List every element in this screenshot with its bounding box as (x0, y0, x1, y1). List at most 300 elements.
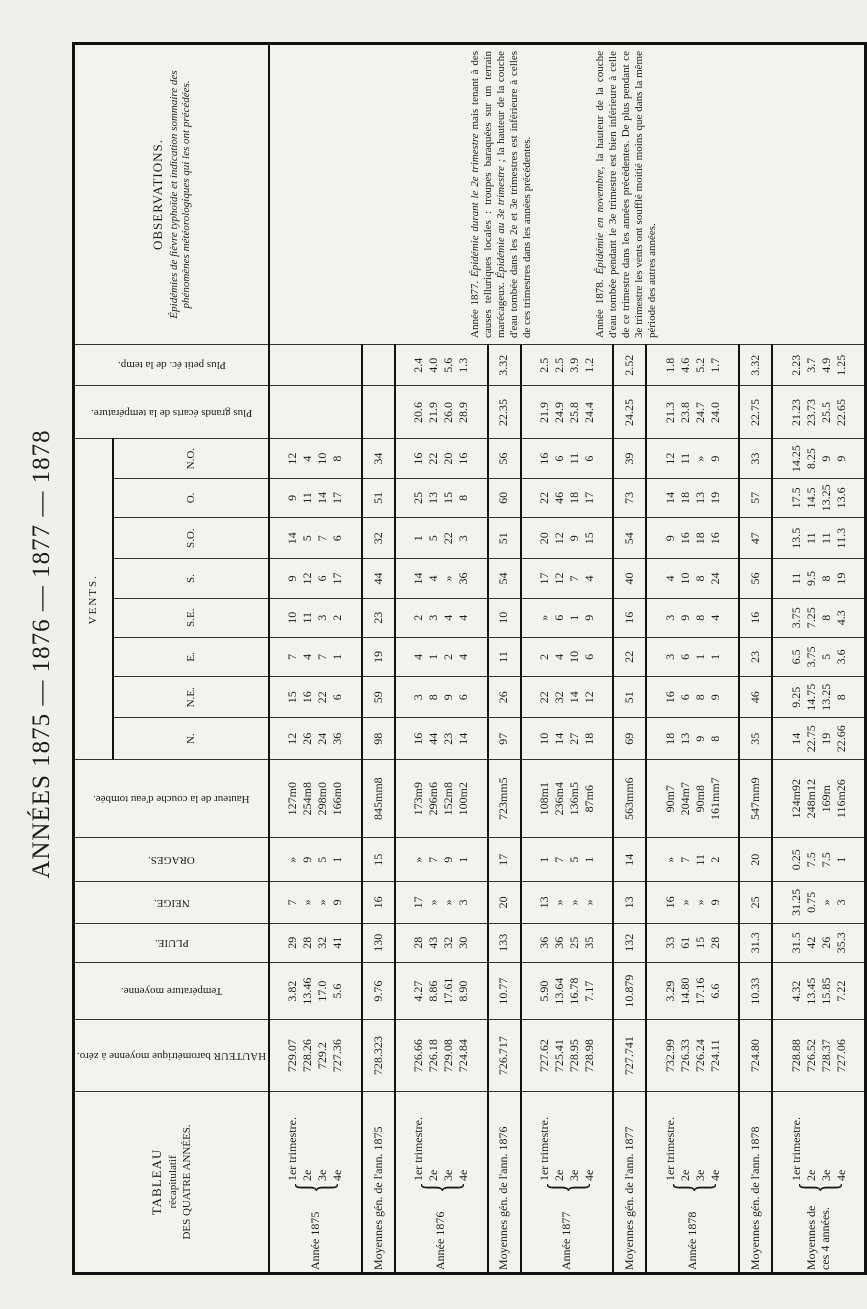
header-pluie (74, 923, 270, 962)
wind-dir-header: S.O. (113, 517, 269, 558)
data-cell (521, 962, 614, 1020)
cell-value: 41 (330, 936, 345, 949)
cell-value: 7 (677, 856, 692, 863)
cell-value: 169m (818, 784, 833, 813)
cell-value: 14 (566, 691, 581, 704)
cell-value: 46 (551, 491, 566, 504)
data-cell (395, 677, 488, 718)
year-label-wrap (663, 1094, 723, 1270)
cell-value: 9 (330, 899, 345, 906)
data-cell (521, 559, 614, 598)
cell-value: 3.29 (662, 980, 677, 1002)
cell-value: 5.2 (692, 357, 707, 373)
cell-value: 17 (581, 491, 596, 504)
data-cell: 723mm5 (488, 759, 521, 837)
cell-value: 33 (662, 936, 677, 949)
data-cell (395, 718, 488, 759)
cell-value: 15.85 (818, 977, 833, 1005)
data-cell (646, 386, 739, 439)
cell-value: 727.36 (330, 1039, 345, 1073)
data-cell (646, 718, 739, 759)
cell-value: 7 (566, 575, 581, 582)
data-cell (772, 439, 865, 478)
cell-value: 15 (285, 691, 300, 704)
cell-value: 7 (285, 899, 300, 906)
wind-dir-header: S.E. (113, 598, 269, 637)
cell-value: 2.4 (411, 357, 426, 373)
cell-value: » (818, 899, 833, 906)
header-tableau-label: TABLEAU (148, 1148, 164, 1216)
cell-value: 13.46 (300, 977, 315, 1005)
data-cell: 10.879 (613, 962, 646, 1020)
cell-value: 30 (456, 936, 471, 949)
quarter-label: 4e (833, 1169, 848, 1182)
data-cell (362, 386, 395, 439)
data-cell (772, 1020, 865, 1091)
cell-value: 22 (426, 452, 441, 465)
cell-value: 3 (456, 899, 471, 906)
data-cell: 46 (739, 677, 772, 718)
cell-value: 2 (411, 614, 426, 621)
cell-value: 5 (426, 535, 441, 542)
obs-text: mais tenant à des causes telluriques locales : troupes baraquées sur un terrain marécageux. (469, 51, 508, 338)
observations-text (269, 44, 866, 345)
data-cell (646, 838, 739, 882)
cell-value: 31.25 (788, 888, 803, 916)
cell-value: 732.99 (662, 1039, 677, 1073)
quarter-label: 1er trimestre. (536, 1117, 551, 1182)
cell-value: 728.88 (788, 1039, 803, 1073)
year-label-cell (646, 1091, 739, 1273)
average-label: Moyennes gén. de l'ann. 1877 (613, 1091, 646, 1273)
data-cell (772, 677, 865, 718)
data-cell: 727.741 (613, 1020, 646, 1091)
quarter-label: 3e (692, 1169, 707, 1182)
data-cell (269, 882, 362, 923)
data-cell (772, 386, 865, 439)
cell-value: 7 (315, 535, 330, 542)
data-cell (521, 637, 614, 676)
year-label-wrap (789, 1094, 849, 1270)
year-label-wrap (537, 1094, 597, 1270)
data-cell (646, 559, 739, 598)
cell-value: 12 (285, 732, 300, 745)
cell-value: 5 (818, 653, 833, 660)
cell-value: 17 (330, 572, 345, 585)
cell-value: 26 (300, 732, 315, 745)
cell-value: 27 (566, 732, 581, 745)
cell-value: 10 (566, 650, 581, 663)
cell-value: 13.25 (818, 683, 833, 711)
data-cell (646, 923, 739, 962)
cell-value: 13 (692, 491, 707, 504)
data-cell (521, 345, 614, 386)
quarter-group-row (269, 44, 362, 1274)
cell-value: 12 (662, 452, 677, 465)
quarter-label: 2e (551, 1169, 566, 1182)
cell-value: 204m7 (677, 781, 692, 816)
cell-value: 13 (426, 491, 441, 504)
data-cell (646, 759, 739, 837)
cell-value: 10 (285, 611, 300, 624)
cell-value: 4.9 (818, 357, 833, 373)
cell-value (330, 388, 345, 436)
cell-value: 1 (692, 653, 707, 660)
cell-value: 87m6 (581, 784, 596, 813)
cell-value: 22 (536, 491, 551, 504)
header-tableau-sub2: DES QUATRE ANNÉES. (180, 1124, 193, 1240)
cell-value: 3.75 (788, 607, 803, 629)
data-cell: 57 (739, 478, 772, 517)
data-cell (269, 759, 362, 837)
cell-value: 3 (662, 614, 677, 621)
cell-value: 5.6 (441, 357, 456, 373)
quarter-label: 3e (566, 1169, 581, 1182)
cell-value: 9 (285, 494, 300, 501)
cell-value: 124m92 (788, 778, 803, 819)
header-observations-label: OBSERVATIONS. (149, 138, 165, 251)
data-cell (395, 439, 488, 478)
cell-value: 7 (551, 856, 566, 863)
header-plus-grands (74, 386, 270, 439)
data-cell (269, 718, 362, 759)
cell-value: 1 (707, 653, 722, 660)
cell-value: 7 (426, 856, 441, 863)
cell-value: 3.75 (803, 646, 818, 668)
data-cell: 60 (488, 478, 521, 517)
data-cell: 20 (739, 838, 772, 882)
data-cell (395, 759, 488, 837)
cell-value: 13 (536, 896, 551, 909)
cell-value: 6 (551, 614, 566, 621)
cell-value: 18 (692, 532, 707, 545)
header-observations (74, 44, 270, 345)
cell-value: » (300, 899, 315, 906)
data-cell: 25 (739, 882, 772, 923)
cell-value: 1.7 (707, 357, 722, 373)
cell-value: 24 (707, 572, 722, 585)
data-cell: 32 (362, 517, 395, 558)
header-tableau-sub: récapitulatif (166, 1155, 179, 1209)
quarter-label: 1er trimestre. (662, 1117, 677, 1182)
cell-value: 5.6 (330, 983, 345, 999)
cell-value: 8 (818, 614, 833, 621)
cell-value: 20 (536, 532, 551, 545)
data-cell: 20 (488, 882, 521, 923)
cell-value: 4 (441, 614, 456, 621)
cell-value: 4.3 (833, 610, 848, 626)
cell-value: 12 (581, 691, 596, 704)
cell-value: 4 (300, 455, 315, 462)
cell-value: 725.41 (551, 1039, 566, 1073)
data-cell: 31.3 (739, 923, 772, 962)
header-tableau (74, 1091, 270, 1273)
data-cell (772, 517, 865, 558)
cell-value: 23 (441, 732, 456, 745)
cell-value: 22.65 (833, 399, 848, 426)
cell-value: 9 (707, 899, 722, 906)
header-plus-petit-label: Plus petit éc. de la temp. (117, 359, 226, 372)
data-cell (772, 882, 865, 923)
cell-value: 14.75 (803, 683, 818, 711)
wind-dir-header: N. (113, 718, 269, 759)
year-label: Année 1876 (433, 1211, 448, 1270)
cell-value: 7.5 (818, 852, 833, 868)
data-cell: 3.32 (739, 345, 772, 386)
cell-value: 1.3 (456, 357, 471, 373)
cell-value: 2.23 (788, 354, 803, 376)
cell-value: 6.6 (707, 983, 722, 999)
cell-value: 32 (315, 936, 330, 949)
cell-value: 1 (426, 653, 441, 660)
header-vents: VENTS. (74, 439, 113, 759)
cell-value: 729.07 (285, 1039, 300, 1073)
quarter-label: 2e (677, 1169, 692, 1182)
cell-value: 6 (677, 653, 692, 660)
cell-value: 727.62 (536, 1039, 551, 1073)
data-cell: 47 (739, 517, 772, 558)
data-cell (646, 439, 739, 478)
cell-value (315, 347, 330, 383)
data-cell: 14 (613, 838, 646, 882)
cell-value: 31.5 (788, 932, 803, 954)
cell-value: 16.78 (566, 977, 581, 1005)
data-cell: 56 (488, 439, 521, 478)
header-temperature-label: Température moyenne. (120, 985, 223, 998)
rotated-table-frame (72, 42, 848, 1275)
cell-value: 36 (456, 572, 471, 585)
quarter-label: 1er trimestre. (285, 1117, 300, 1182)
data-cell (395, 517, 488, 558)
data-cell: 98 (362, 718, 395, 759)
data-cell (521, 517, 614, 558)
cell-value: 7 (285, 653, 300, 660)
header-hauteur (74, 1020, 270, 1091)
quarter-labels (789, 1117, 849, 1181)
cell-value: 61 (677, 936, 692, 949)
header-hauteur-eau-label: Hauteur de la couche d'eau tombée. (93, 792, 250, 805)
cell-value: 0.75 (803, 891, 818, 913)
cell-value: 3.6 (833, 649, 848, 665)
cell-value: 1 (833, 856, 848, 863)
cell-value: » (566, 899, 581, 906)
data-cell: 23 (362, 598, 395, 637)
header-hauteur-label: HAUTEUR barométrique moyenne à zéro. (77, 1049, 267, 1062)
data-cell: 724.80 (739, 1020, 772, 1091)
cell-value: 6 (581, 455, 596, 462)
data-cell (772, 718, 865, 759)
cell-value: 161mm7 (707, 777, 722, 820)
cell-value: 4 (456, 653, 471, 660)
obs-emphasis: Épidémie en novembre, (594, 166, 607, 275)
data-cell: 130 (362, 923, 395, 962)
cell-value: 16 (677, 532, 692, 545)
cell-value: 1.8 (662, 357, 677, 373)
data-cell (521, 838, 614, 882)
cell-value: 32 (441, 936, 456, 949)
cell-value: 26 (818, 936, 833, 949)
data-cell (269, 478, 362, 517)
data-cell (269, 517, 362, 558)
cell-value: 729.08 (441, 1039, 456, 1073)
data-cell: 17 (488, 838, 521, 882)
quarter-label: 3e (315, 1169, 330, 1182)
data-cell: 22 (613, 637, 646, 676)
cell-value: » (441, 899, 456, 906)
cell-value: 14.25 (788, 445, 803, 473)
cell-value: 28 (707, 936, 722, 949)
year-label: Année 1875 (307, 1211, 322, 1270)
recap-table (72, 42, 867, 1275)
data-cell (646, 478, 739, 517)
data-cell (772, 838, 865, 882)
cell-value: 14 (788, 732, 803, 745)
cell-value: 35 (581, 936, 596, 949)
cell-value: » (315, 899, 330, 906)
year-label-wrap (411, 1094, 471, 1270)
cell-value: 166m0 (330, 781, 345, 816)
cell-value: 36 (551, 936, 566, 949)
cell-value: 3 (833, 899, 848, 906)
cell-value: 3 (426, 614, 441, 621)
cell-value: 13.6 (833, 487, 848, 509)
cell-value: 13.64 (551, 977, 566, 1005)
data-cell (269, 1020, 362, 1091)
cell-value: 11 (818, 532, 833, 544)
wind-dir-header: N.E. (113, 677, 269, 718)
obs-lead: Année 1878. (594, 279, 607, 338)
cell-value: 5.90 (536, 980, 551, 1002)
cell-value: 24.0 (707, 402, 722, 423)
quarter-label: 4e (707, 1169, 722, 1182)
header-hauteur-eau (74, 759, 270, 837)
cell-value: 8 (707, 735, 722, 742)
data-cell (772, 559, 865, 598)
cell-value: 8 (818, 575, 833, 582)
quarter-label: 3e (441, 1169, 456, 1182)
cell-value: 26.0 (441, 402, 456, 423)
header-orages-label: ORAGES. (148, 853, 195, 866)
cell-value: 4 (411, 653, 426, 660)
cell-value: 2 (330, 614, 345, 621)
quarter-label: 4e (581, 1169, 596, 1182)
cell-value: 4 (456, 614, 471, 621)
cell-value: 10 (677, 572, 692, 585)
cell-value: 28 (411, 936, 426, 949)
cell-value: 729.2 (315, 1042, 330, 1070)
cell-value: 29 (285, 936, 300, 949)
data-cell (772, 637, 865, 676)
cell-value: 90m8 (692, 784, 707, 813)
cell-value: 22 (441, 532, 456, 545)
cell-value: 2.5 (551, 357, 566, 373)
cell-value: 22 (315, 691, 330, 704)
cell-value: 9 (441, 856, 456, 863)
cell-value: 16 (300, 691, 315, 704)
data-cell: 26 (488, 677, 521, 718)
cell-value: 11 (677, 452, 692, 465)
cell-value: 6 (456, 694, 471, 701)
cell-value: » (411, 856, 426, 863)
data-cell: 16 (739, 598, 772, 637)
cell-value: 8.86 (426, 980, 441, 1002)
cell-value: 8 (456, 494, 471, 501)
cell-value: » (692, 455, 707, 462)
cell-value: 15 (441, 491, 456, 504)
cell-value: 724.11 (707, 1039, 722, 1072)
cell-value: 21.9 (536, 402, 551, 423)
cell-value: 21.9 (426, 402, 441, 423)
cell-value: 4 (426, 575, 441, 582)
quarter-labels (537, 1117, 597, 1181)
data-cell (646, 962, 739, 1020)
cell-value: 3 (456, 535, 471, 542)
cell-value: 1 (581, 856, 596, 863)
quarter-label: 2e (803, 1169, 818, 1182)
data-cell (395, 478, 488, 517)
cell-value: 5 (300, 535, 315, 542)
cell-value: 17.61 (441, 977, 456, 1005)
data-cell: 23 (739, 637, 772, 676)
data-cell (521, 478, 614, 517)
data-cell (772, 345, 865, 386)
table-body (269, 44, 866, 1274)
wind-dir-header: O. (113, 478, 269, 517)
cell-value: 298m0 (315, 781, 330, 816)
cell-value: 9.25 (788, 686, 803, 708)
cell-value: 8 (426, 694, 441, 701)
quarter-label: 4e (456, 1169, 471, 1182)
header-orages (74, 838, 270, 882)
cell-value: 1 (456, 856, 471, 863)
cell-value: » (426, 899, 441, 906)
cell-value: 90m7 (662, 784, 677, 813)
cell-value: 18 (581, 732, 596, 745)
cell-value: 1 (411, 535, 426, 542)
header-plus-grands-label: Plus grands écarts de la température. (90, 406, 253, 419)
quarter-label: 2e (300, 1169, 315, 1182)
cell-value: 726.66 (411, 1039, 426, 1073)
data-cell (521, 718, 614, 759)
data-cell (521, 882, 614, 923)
year-label: Année 1877 (559, 1211, 574, 1270)
cell-value: 24 (315, 732, 330, 745)
cell-value: 15 (692, 936, 707, 949)
cell-value: 728.26 (300, 1039, 315, 1073)
cell-value: 5 (566, 856, 581, 863)
cell-value: 14 (411, 572, 426, 585)
cell-value: 13.5 (788, 527, 803, 549)
cell-value: 3 (315, 614, 330, 621)
cell-value: 5 (315, 856, 330, 863)
data-cell (646, 598, 739, 637)
cell-value: 4.0 (426, 357, 441, 373)
data-cell (521, 923, 614, 962)
data-cell: 10 (488, 598, 521, 637)
cell-value: 22.75 (803, 725, 818, 753)
cell-value: 9 (662, 535, 677, 542)
year-label: Année 1878 (684, 1211, 699, 1270)
cell-value: 6 (551, 455, 566, 462)
cell-value: 3 (411, 694, 426, 701)
cell-value: 16 (662, 896, 677, 909)
cell-value: 1 (566, 614, 581, 621)
cell-value: 8 (692, 614, 707, 621)
quarter-labels (285, 1117, 345, 1181)
cell-value: 25 (566, 936, 581, 949)
cell-value: 173m9 (411, 781, 426, 816)
data-cell (395, 345, 488, 386)
